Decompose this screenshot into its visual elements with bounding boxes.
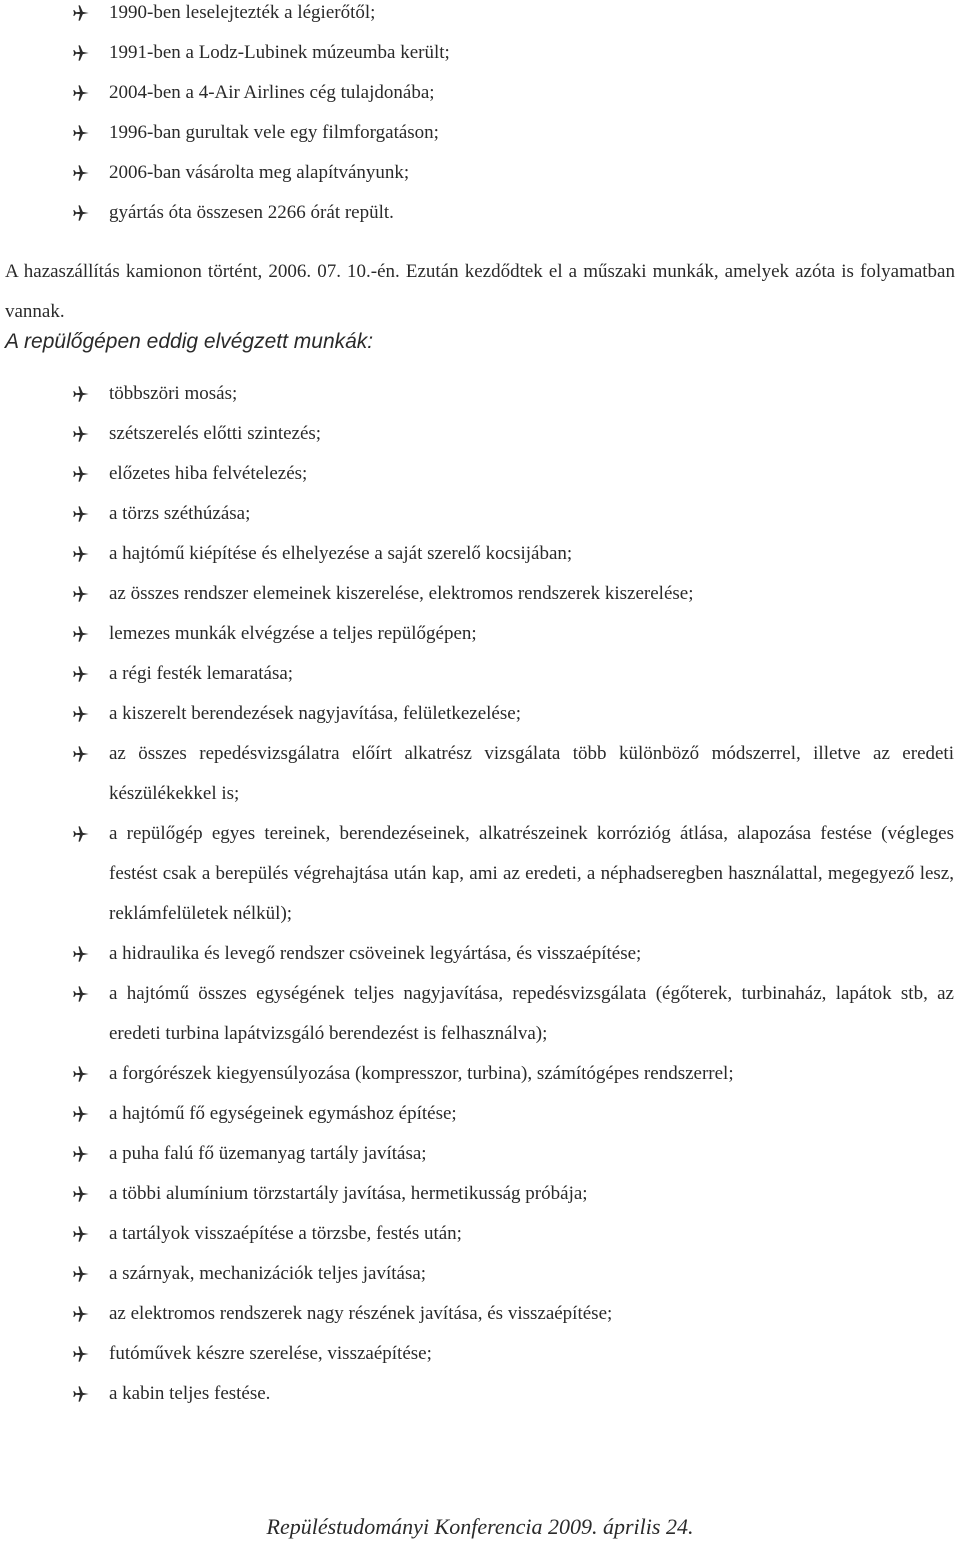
- airplane-icon: [70, 414, 92, 454]
- airplane-icon: [70, 1254, 92, 1294]
- list-item: előzetes hiba felvételezés;: [0, 454, 958, 494]
- list-item: lemezes munkák elvégzése a teljes repülőgépen;: [0, 614, 958, 654]
- list-item: többszöri mosás;: [0, 374, 958, 414]
- airplane-icon: [70, 694, 92, 734]
- list-item: a többi alumínium törzstartály javítása, hermetikusság próbája;: [0, 1174, 958, 1214]
- airplane-icon: [70, 534, 92, 574]
- airplane-icon: [70, 73, 92, 113]
- airplane-icon: [70, 1214, 92, 1254]
- airplane-icon: [70, 574, 92, 614]
- transport-paragraph: A hazaszállítás kamionon történt, 2006. 07. 10.-én. Ezután kezdődtek el a műszaki munkák, amelyek azóta is folyamatban vannak.: [5, 261, 955, 322]
- list-item: a forgórészek kiegyensúlyozása (kompresszor, turbina), számítógépes rendszerrel;: [0, 1054, 958, 1094]
- list-item: az összes repedésvizsgálatra előírt alkatrész vizsgálata több különböző módszerrel, illetve az eredeti készülékekkel is;: [0, 734, 958, 814]
- list-item: gyártás óta összesen 2266 órát repült.: [0, 193, 960, 233]
- list-item: a hajtómű kiépítése és elhelyezése a saját szerelő kocsijában;: [0, 534, 958, 574]
- list-item: a hajtómű összes egységének teljes nagyjavítása, repedésvizsgálata (égőterek, turbinaház, lapátok stb, az eredeti turbina lapátvizsgáló berendezést is felhasználva);: [0, 974, 958, 1054]
- list-item: a tartályok visszaépítése a törzsbe, festés után;: [0, 1214, 958, 1254]
- list-item: az összes rendszer elemeinek kiszerelése, elektromos rendszerek kiszerelése;: [0, 574, 958, 614]
- list-item: 2004-ben a 4-Air Airlines cég tulajdonába;: [0, 73, 960, 113]
- list-item: a kiszerelt berendezések nagyjavítása, felületkezelése;: [0, 694, 958, 734]
- list-item: 1996-ban gurultak vele egy filmforgatáson;: [0, 113, 960, 153]
- airplane-icon: [70, 1094, 92, 1134]
- list-item: 1991-ben a Lodz-Lubinek múzeumba került;: [0, 33, 960, 73]
- list-item: a szárnyak, mechanizációk teljes javítása;: [0, 1254, 958, 1294]
- work-list: [0, 374, 958, 1414]
- airplane-icon: [70, 734, 92, 774]
- airplane-icon: [70, 0, 92, 33]
- list-item: futóművek készre szerelése, visszaépítése;: [0, 1334, 958, 1374]
- list-item: az elektromos rendszerek nagy részének javítása, és visszaépítése;: [0, 1294, 958, 1334]
- airplane-icon: [70, 454, 92, 494]
- list-item: a hidraulika és levegő rendszer csöveinek legyártása, és visszaépítése;: [0, 934, 958, 974]
- list-item: szétszerelés előtti szintezés;: [0, 414, 958, 454]
- list-item: a hajtómű fő egységeinek egymáshoz építése;: [0, 1094, 958, 1134]
- intro-list: [0, 0, 960, 233]
- list-item: 2006-ban vásárolta meg alapítványunk;: [0, 153, 960, 193]
- airplane-icon: [70, 614, 92, 654]
- airplane-icon: [70, 1334, 92, 1374]
- airplane-icon: [70, 974, 92, 1014]
- list-item: a kabin teljes festése.: [0, 1374, 958, 1414]
- airplane-icon: [70, 1294, 92, 1334]
- conference-footer: Repüléstudományi Konferencia 2009. április 24.: [266, 1514, 694, 1539]
- airplane-icon: [70, 1054, 92, 1094]
- airplane-icon: [70, 1134, 92, 1174]
- airplane-icon: [70, 113, 92, 153]
- airplane-icon: [70, 33, 92, 73]
- airplane-icon: [70, 153, 92, 193]
- list-item: 1990-ben leselejtezték a légierőtől;: [0, 0, 960, 33]
- list-item: a puha falú fő üzemanyag tartály javítása;: [0, 1134, 958, 1174]
- list-item: a törzs széthúzása;: [0, 494, 958, 534]
- airplane-icon: [70, 374, 92, 414]
- section-heading: A repülőgépen eddig elvégzett munkák:: [5, 330, 374, 353]
- airplane-icon: [70, 193, 92, 233]
- list-item: a régi festék lemaratása;: [0, 654, 958, 694]
- airplane-icon: [70, 814, 92, 854]
- airplane-icon: [70, 494, 92, 534]
- airplane-icon: [70, 934, 92, 974]
- airplane-icon: [70, 1174, 92, 1214]
- airplane-icon: [70, 1374, 92, 1414]
- airplane-icon: [70, 654, 92, 694]
- list-item: a repülőgép egyes tereinek, berendezéseinek, alkatrészeinek korrózióg átlása, alapozása festése (végleges festést csak a berepülés végrehajtása után kap, ami az eredeti, a néphadseregben használattal, megegyező lesz, reklámfelületek nélkül);: [0, 814, 958, 934]
